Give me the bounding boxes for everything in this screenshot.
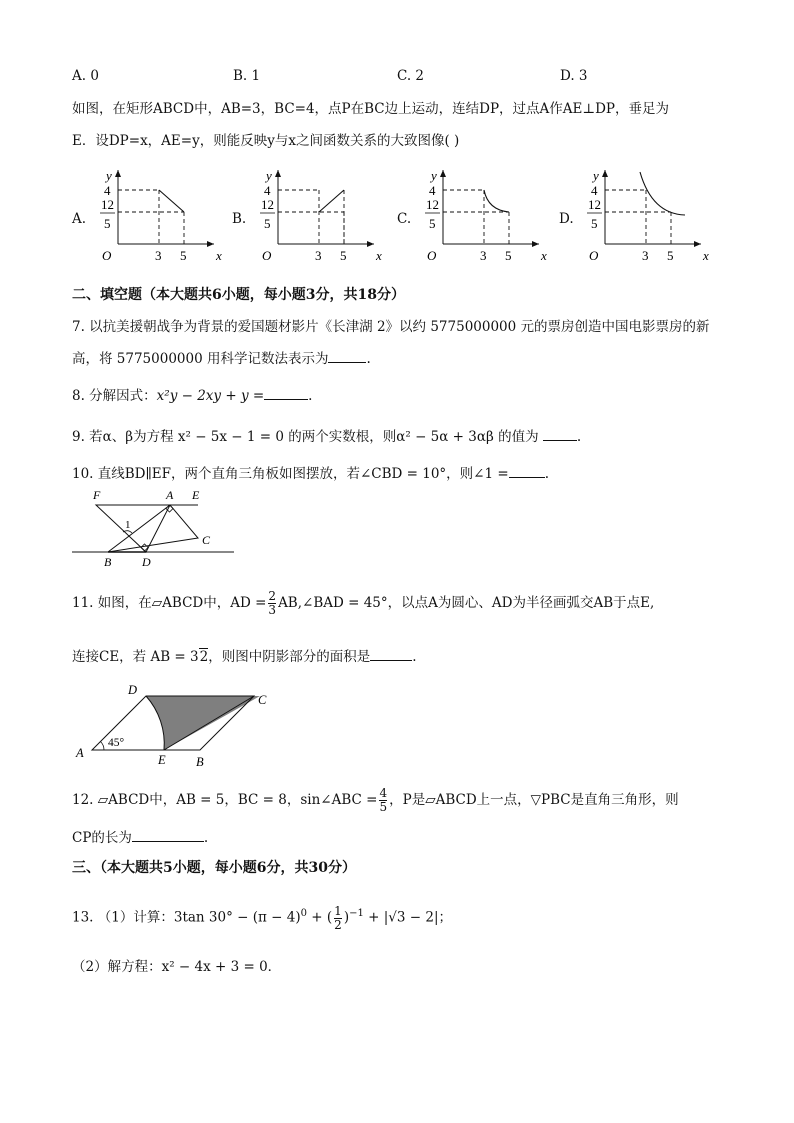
y-tick-4: 4 — [264, 183, 271, 198]
x-tick-3: 3 — [642, 248, 649, 263]
q8: 8. 分解因式：x²y − 2xy + y = . — [72, 388, 313, 404]
q10-label-a: A — [166, 488, 174, 502]
q6-graph-c — [421, 168, 551, 268]
q6-graph-b — [256, 168, 386, 268]
origin-label: O — [262, 248, 272, 263]
y-axis-label: y — [431, 168, 437, 183]
q6-graph-a — [96, 168, 226, 268]
y-tick-4: 4 — [591, 183, 598, 198]
y-tick-12-5-den: 5 — [264, 216, 271, 231]
x-axis-label: x — [376, 248, 382, 263]
q11-label-d: D — [128, 683, 138, 697]
q11-label-b: B — [196, 755, 204, 769]
x-axis-label: x — [216, 248, 222, 263]
x-tick-5: 5 — [667, 248, 674, 263]
y-axis-label: y — [106, 168, 112, 183]
x-tick-3: 3 — [155, 248, 162, 263]
q6-option-a-label: A. — [72, 211, 87, 227]
q6-line2: E．设DP=x，AE=y，则能反映y与x之间函数关系的大致图像( ) — [72, 133, 460, 149]
q7-line2: 高，将 5775000000 用科学记数法表示为 . — [72, 351, 371, 367]
q11-line2: 连接CE，若 AB = 32，则图中阴影部分的面积是 . — [72, 649, 417, 665]
q11-shaded-region — [146, 696, 260, 750]
q10-label-1: 1 — [125, 519, 131, 531]
y-tick-12-5-num: 12 — [101, 197, 114, 212]
x-axis-arrow — [694, 241, 701, 247]
q6-option-d-label: D. — [559, 211, 574, 227]
x-tick-5: 5 — [505, 248, 512, 263]
q10-answer-blank — [509, 464, 545, 478]
q8-answer-blank — [264, 386, 308, 400]
x-tick-3: 3 — [480, 248, 487, 263]
q5-option-c: C. 2 — [397, 68, 425, 84]
q9-answer-blank — [543, 427, 577, 441]
q7-answer-blank — [328, 349, 366, 363]
x-tick-3: 3 — [315, 248, 322, 263]
y-axis-arrow — [275, 170, 281, 177]
q11-label-a: A — [76, 746, 84, 760]
q11-answer-blank — [370, 647, 412, 661]
q11-label-angle: 45° — [108, 737, 125, 749]
section-2-heading: 二、填空题（本大题共6小题，每小题3分，共18分） — [72, 287, 405, 303]
y-axis-label: y — [266, 168, 272, 183]
q11-line1: 11. 如图，在▱ABCD中，AD = $\frac{2}{3}$ AB,∠BAD = 45°，以点A为圆心、AD为半径画弧交AB于点E, — [72, 589, 655, 617]
y-tick-12-5-num: 12 — [261, 197, 274, 212]
q11-figure — [72, 684, 282, 770]
y-axis-arrow — [602, 170, 608, 177]
y-tick-4: 4 — [104, 183, 111, 198]
y-tick-12-5-den: 5 — [429, 216, 436, 231]
y-axis-arrow — [115, 170, 121, 177]
q11-label-e: E — [158, 753, 166, 767]
q7-line1: 7. 以抗美援朝战争为背景的爱国题材影片《长津湖 2》以约 5775000000 元的票房创造中国电影票房的新 — [72, 319, 710, 335]
y-axis-label: y — [593, 168, 599, 183]
origin-label: O — [589, 248, 599, 263]
x-axis-label: x — [703, 248, 709, 263]
y-tick-12-5-num: 12 — [426, 197, 439, 212]
q6-option-b-label: B. — [232, 211, 247, 227]
q10-label-f: F — [93, 488, 101, 502]
q12-answer-blank — [132, 828, 204, 842]
q10-label-c: C — [202, 533, 211, 547]
x-axis-arrow — [207, 241, 214, 247]
q10-figure — [66, 486, 241, 570]
q13-part2: （2）解方程：x² − 4x + 3 = 0． — [72, 959, 282, 975]
q10-label-e: E — [192, 488, 200, 502]
q8-expression: x²y − 2xy + y = — [156, 388, 265, 404]
function-curve — [319, 190, 344, 212]
q12-line1: 12. ▱ABCD中，AB = 5，BC = 8，sin∠ABC = $\frac{4}{5}$ ，P是▱ABCD上一点，▽PBC是直角三角形，则 — [72, 786, 679, 814]
q6-option-c-label: C. — [397, 211, 412, 227]
y-tick-12-5-den: 5 — [591, 216, 598, 231]
x-axis-label: x — [541, 248, 547, 263]
q13-part1: 13. （1）计算：3tan $30^\circ - (\pi - 4)^0$ + ( $\frac{1}{2}$ )$^{-1}$ + |√3 − 2|； — [72, 903, 453, 932]
x-tick-5: 5 — [180, 248, 187, 263]
q5-option-a: A. 0 — [72, 68, 99, 84]
x-axis-arrow — [367, 241, 374, 247]
q6-graph-d — [583, 168, 713, 268]
x-axis-arrow — [532, 241, 539, 247]
section-3-heading: 三、（本大题共5小题，每小题6分，共30分） — [72, 860, 356, 876]
function-curve — [159, 190, 184, 212]
y-axis-arrow — [440, 170, 446, 177]
function-curve — [640, 172, 685, 215]
function-curve — [484, 190, 509, 212]
q11-label-c: C — [258, 693, 267, 707]
q5-option-d: D. 3 — [560, 68, 588, 84]
q12-line2: CP的长为 . — [72, 830, 209, 846]
q10-label-b: B — [104, 555, 112, 569]
q9: 9. 若α、β为方程 x² − 5x − 1 = 0 的两个实数根，则α² − 5α + 3αβ 的值为 . — [72, 429, 582, 445]
q10: 10. 直线BD∥EF，两个直角三角板如图摆放，若∠CBD = 10°，则∠1 = . — [72, 466, 549, 482]
q5-option-b: B. 1 — [233, 68, 261, 84]
q6-line1: 如图，在矩形ABCD中，AB=3，BC=4，点P在BC边上运动，连结DP，过点A作AE⊥DP，垂足为 — [72, 101, 669, 117]
origin-label: O — [427, 248, 437, 263]
x-tick-5: 5 — [340, 248, 347, 263]
origin-label: O — [102, 248, 112, 263]
y-tick-4: 4 — [429, 183, 436, 198]
y-tick-12-5-num: 12 — [588, 197, 601, 212]
y-tick-12-5-den: 5 — [104, 216, 111, 231]
q10-label-d: D — [142, 555, 151, 569]
